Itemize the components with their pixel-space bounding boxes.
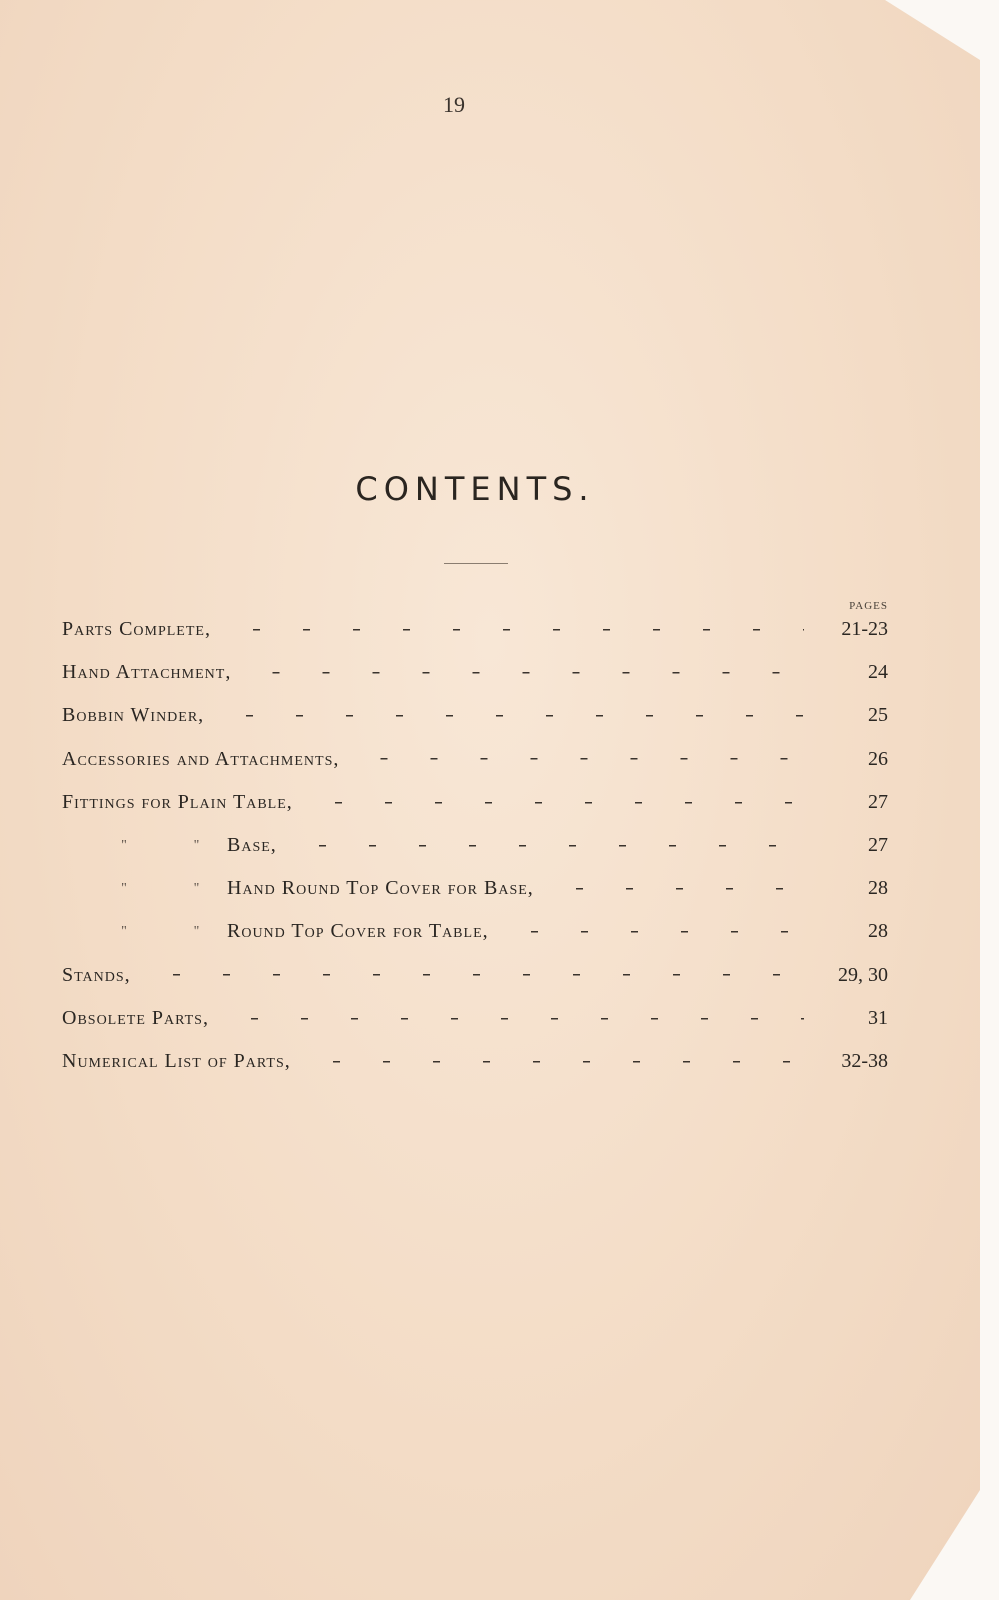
toc-entry-pages: 32-38 [841,1049,888,1072]
toc-entry-pages: 25 [868,704,888,727]
dot-leader [361,749,804,769]
dot-leader [233,620,804,640]
toc-entry-label: Hand Round Top Cover for Base, [227,877,534,900]
ditto-mark: " [193,880,201,896]
toc-entry-label: Base, [227,834,277,857]
ditto-mark: " [121,837,128,853]
table-of-contents [62,608,888,1083]
toc-entry-pages: 27 [868,790,888,813]
ditto-mark: " [193,837,201,853]
dot-leader [315,792,804,812]
toc-entry-label: Bobbin Winder, [62,704,205,727]
toc-entry-label: Fittings for Plain Table, [62,790,293,813]
toc-entry-label: Obsolete Parts, [62,1006,209,1029]
toc-entry-label: Parts Complete, [62,618,211,641]
toc-entry-base [62,824,888,867]
ditto-mark: " [193,923,201,939]
toc-entry-bobbin-winder [62,694,888,737]
toc-entry-label: Numerical List of Parts, [62,1049,291,1072]
dot-leader [226,706,804,726]
toc-entry-accessories [62,738,888,781]
toc-entry-label: Round Top Cover for Table, [227,920,489,943]
page-number: 19 [443,92,465,117]
dot-leader [556,879,804,899]
toc-entry-pages: 27 [868,834,888,857]
ditto-mark: " [121,880,128,896]
toc-entry-label: Stands, [62,963,131,986]
dot-leader [313,1051,804,1071]
dot-leader [253,663,804,683]
toc-entry-pages: 28 [868,920,888,943]
dot-leader [153,965,804,985]
torn-corner-bottom [910,1490,980,1600]
dot-leader [299,836,804,856]
toc-entry-label: Accessories and Attachments, [62,747,340,770]
toc-entry-hand-round-top-cover [62,867,888,910]
toc-entry-stands [62,954,888,997]
toc-entry-hand-attachment [62,651,888,694]
toc-entry-pages: 26 [868,747,888,770]
toc-entry-label: Hand Attachment, [62,661,232,684]
toc-entry-obsolete-parts [62,997,888,1040]
toc-entry-pages: 31 [868,1006,888,1029]
toc-entry-pages: 29, 30 [838,963,888,986]
pages-column-header: PAGES [849,600,888,612]
toc-entry-pages: 24 [868,661,888,684]
dot-leader [511,922,804,942]
dot-leader [231,1008,804,1028]
toc-entry-parts-complete [62,608,888,651]
toc-entry-pages: 28 [868,877,888,900]
page-title: CONTENTS. [355,470,595,508]
toc-entry-numerical-list [62,1040,888,1083]
toc-entry-round-top-cover-table [62,910,888,953]
torn-corner-top [885,0,980,60]
title-divider [444,563,508,564]
toc-entry-fittings-plain-table [62,781,888,824]
ditto-mark: " [121,923,128,939]
toc-entry-pages: 21-23 [841,618,888,641]
